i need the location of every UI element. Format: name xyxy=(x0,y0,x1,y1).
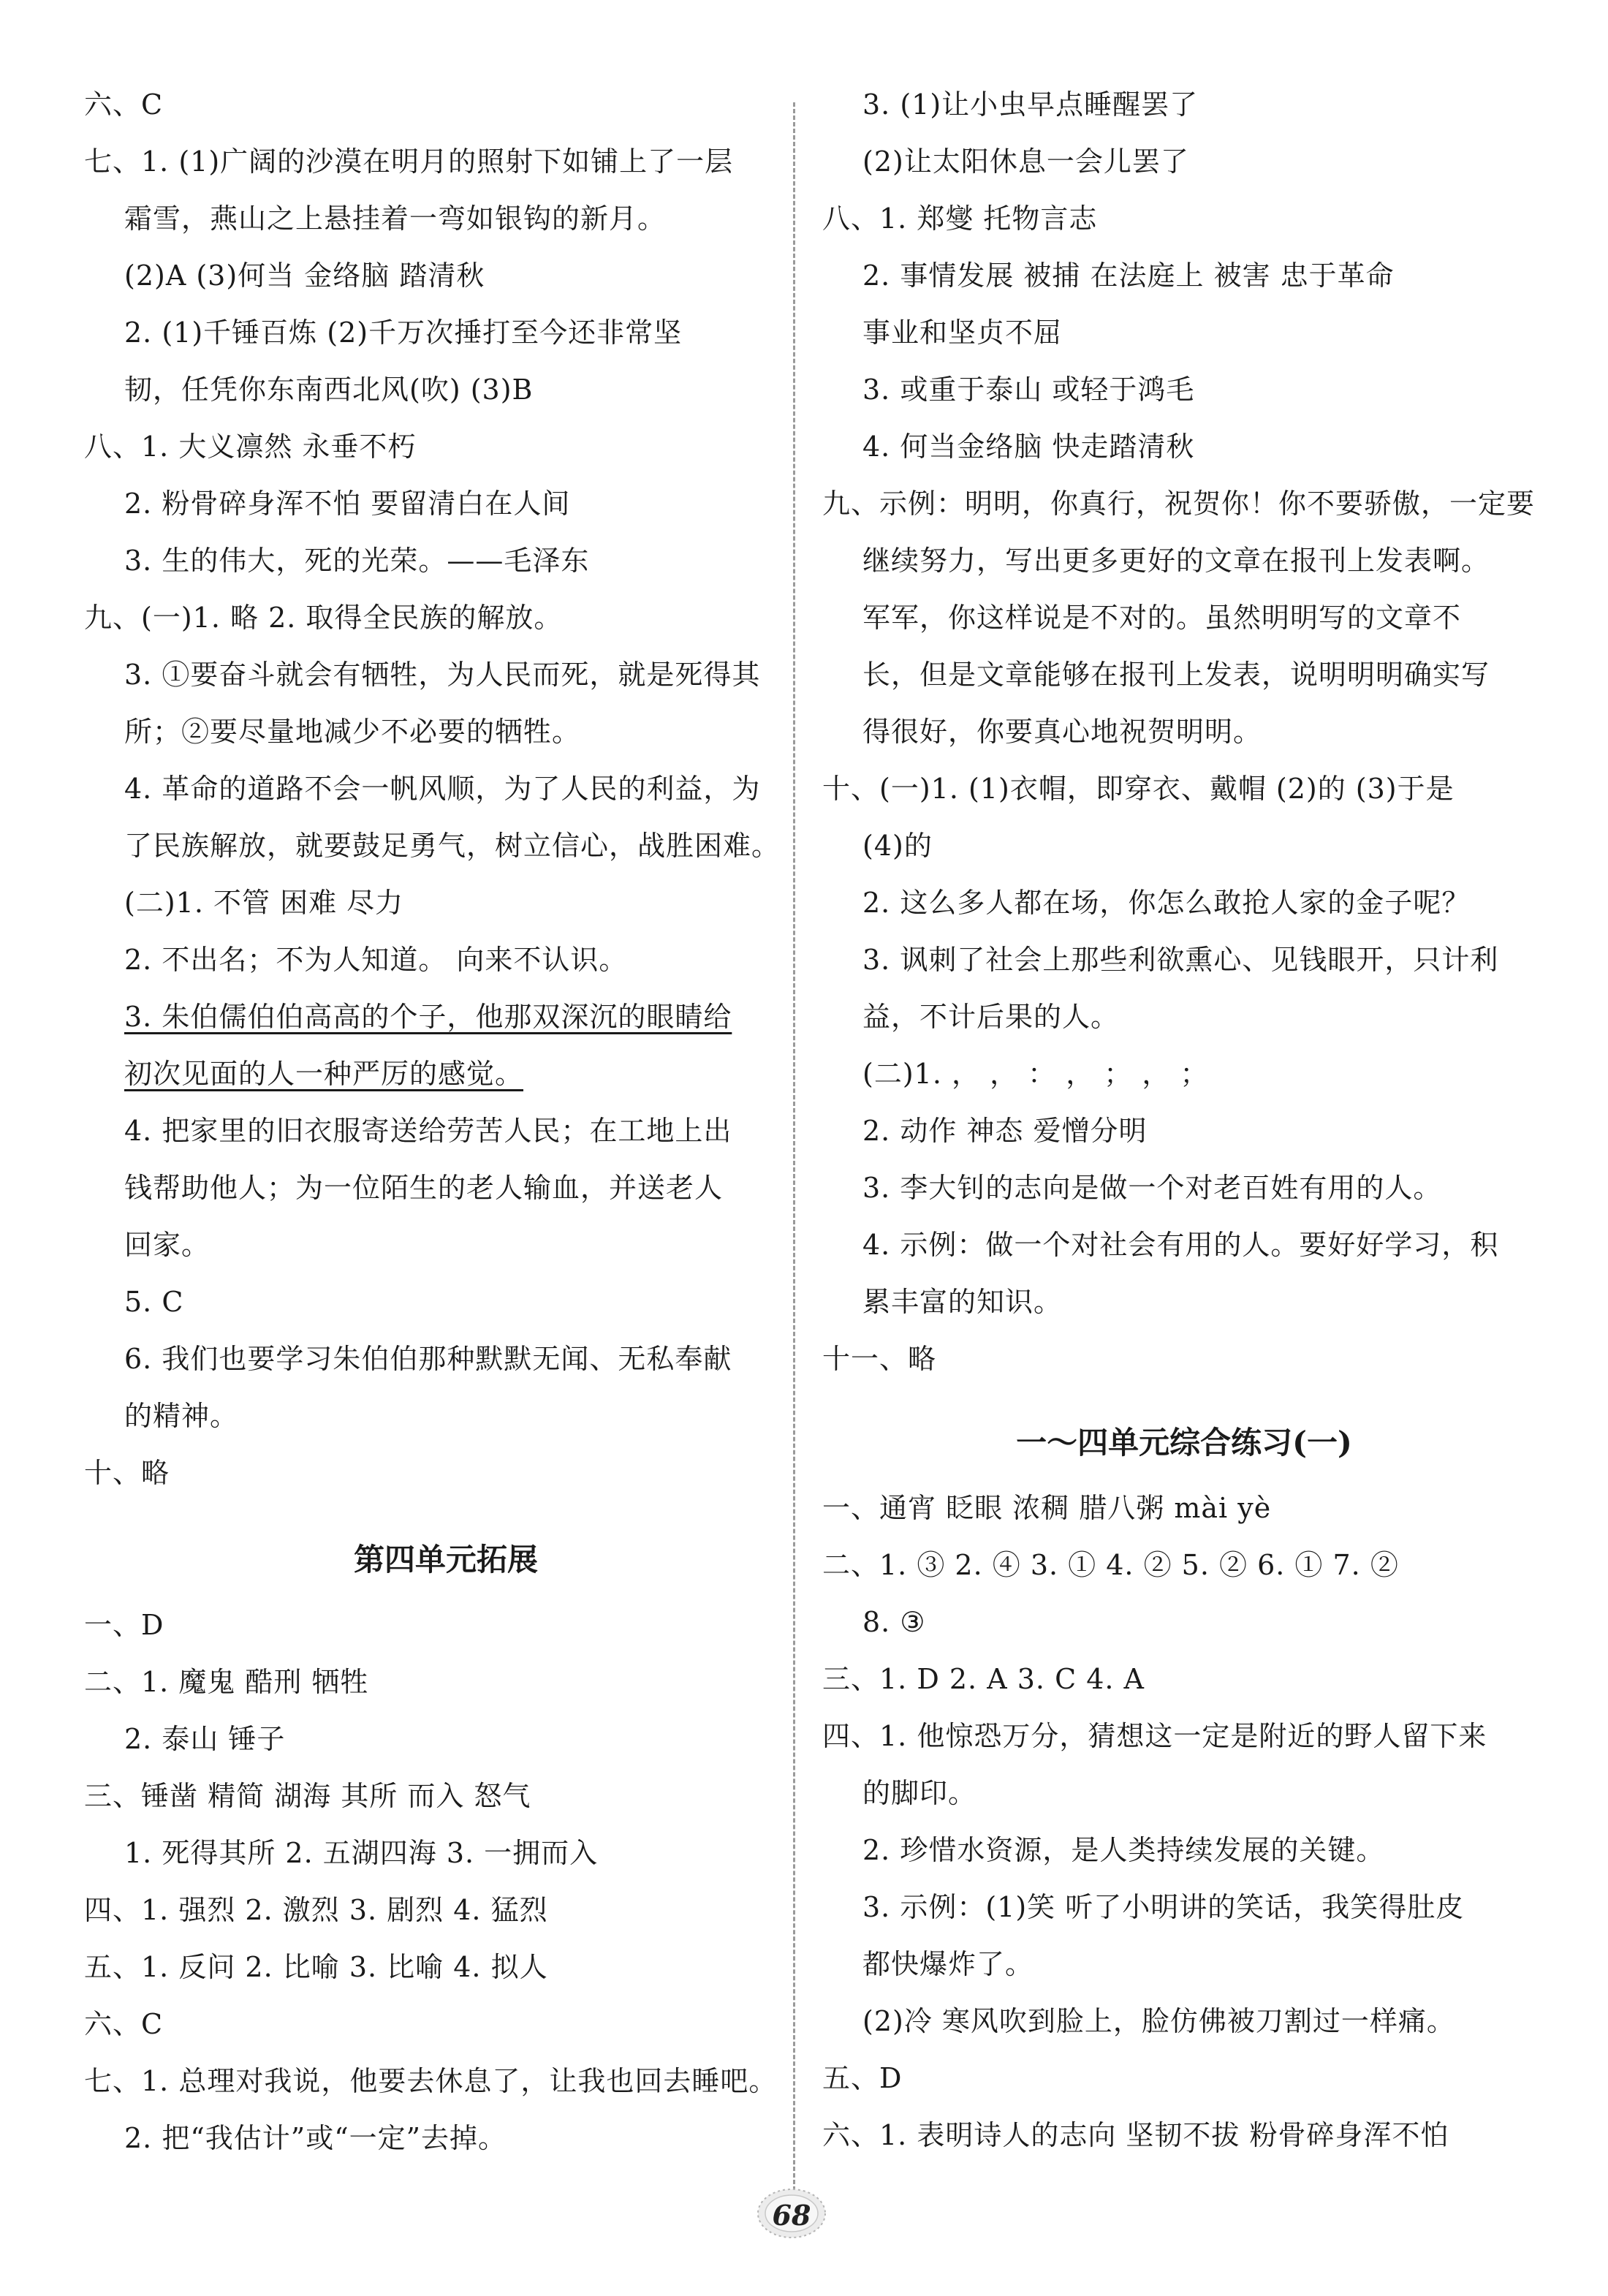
answer-line: 4. 把家里的旧衣服寄送给劳苦人民；在工地上出 xyxy=(124,1115,732,1147)
answer-line: 二、1. 魔鬼 酷刑 牺牲 xyxy=(84,1666,369,1698)
answer-line: 霜雪，燕山之上悬挂着一弯如银钩的新月。 xyxy=(124,202,667,235)
answer-line: 六、1. 表明诗人的志向 坚韧不拔 粉骨碎身浑不怕 xyxy=(822,2119,1449,2151)
answer-line: 8. ③ xyxy=(862,1606,926,1638)
answer-line: 2. 动作 神态 爱憎分明 xyxy=(862,1115,1148,1147)
answer-line: 五、1. 反问 2. 比喻 3. 比喻 4. 拟人 xyxy=(84,1951,548,1983)
answer-line: 了民族解放，就要鼓足勇气，树立信心，战胜困难。 xyxy=(124,830,781,862)
answer-line: (2)让太阳休息一会儿罢了 xyxy=(862,145,1189,178)
column-divider xyxy=(793,102,795,2237)
answer-line: 韧，任凭你东南西北风(吹) (3)B xyxy=(124,374,534,406)
answer-line: 军军，你这样说是不对的。虽然明明写的文章不 xyxy=(862,602,1462,634)
answer-line: 3. 示例：(1)笑 听了小明讲的笑话，我笑得肚皮 xyxy=(862,1891,1465,1923)
answer-line: 四、1. 强烈 2. 激烈 3. 剧烈 4. 猛烈 xyxy=(84,1894,548,1926)
answer-line: 都快爆炸了。 xyxy=(862,1948,1034,1980)
answer-line: (4)的 xyxy=(862,830,933,862)
answer-line: 得很好，你要真心地祝贺明明。 xyxy=(862,716,1262,748)
answer-line: (二)1. 不管 困难 尽力 xyxy=(124,887,404,919)
answer-line: 一、D xyxy=(84,1609,164,1641)
section-heading: 第四单元拓展 xyxy=(353,1542,538,1577)
answer-line: 八、1. 郑燮 托物言志 xyxy=(822,202,1098,235)
answer-line: 2. 把“我估计”或“一定”去掉。 xyxy=(124,2122,507,2154)
answer-line: (2)A (3)何当 金络脑 踏清秋 xyxy=(124,259,485,292)
page-number: 68 xyxy=(772,2199,811,2232)
answer-line: 4. 何当金络脑 快走踏清秋 xyxy=(862,431,1195,463)
answer-line: 初次见面的人一种严厉的感觉。 xyxy=(124,1058,524,1090)
answer-line: 4. 示例：做一个对社会有用的人。要好好学习，积 xyxy=(862,1229,1499,1261)
answer-line: 的脚印。 xyxy=(862,1777,977,1809)
answer-line: 3. 朱伯儒伯伯高高的个子，他那双深沉的眼睛给 xyxy=(124,1001,732,1033)
answer-line: 十一、略 xyxy=(822,1343,937,1375)
answer-line: 十、略 xyxy=(84,1457,170,1489)
answer-line: 3. 生的伟大，死的光荣。——毛泽东 xyxy=(124,545,590,577)
answer-line: 继续努力，写出更多更好的文章在报刊上发表啊。 xyxy=(862,545,1490,577)
answer-line: 六、C xyxy=(84,2008,164,2040)
answer-line: 4. 革命的道路不会一帆风顺，为了人民的利益，为 xyxy=(124,773,761,805)
answer-line: 长，但是文章能够在报刊上发表，说明明明确实写 xyxy=(862,659,1490,691)
answer-line: 回家。 xyxy=(124,1229,211,1261)
answer-line: 四、1. 他惊恐万分，猜想这一定是附近的野人留下来 xyxy=(822,1720,1487,1752)
answer-line: 六、C xyxy=(84,88,164,121)
answer-line: 三、1. D 2. A 3. C 4. A xyxy=(822,1663,1145,1695)
answer-line: 累丰富的知识。 xyxy=(862,1286,1063,1318)
answer-line: 5. C xyxy=(124,1286,184,1318)
answer-line: 2. 不出名；不为人知道。 向来不认识。 xyxy=(124,944,628,976)
answer-line: 事业和坚贞不屈 xyxy=(862,317,1063,349)
answer-line: 2. 这么多人都在场，你怎么敢抢人家的金子呢？ xyxy=(862,887,1471,919)
answer-line: 2. 粉骨碎身浑不怕 要留清白在人间 xyxy=(124,488,571,520)
answer-line: 五、D xyxy=(822,2062,903,2094)
answer-line: 十、(一)1. (1)衣帽，即穿衣、戴帽 (2)的 (3)于是 xyxy=(822,773,1455,805)
section-heading: 一～四单元综合练习(一) xyxy=(1016,1425,1352,1460)
answer-line: 九、(一)1. 略 2. 取得全民族的解放。 xyxy=(84,602,563,634)
answer-line: 2. (1)千锤百炼 (2)千万次捶打至今还非常坚 xyxy=(124,317,683,349)
answer-line: 6. 我们也要学习朱伯伯那种默默无闻、无私奉献 xyxy=(124,1343,732,1375)
answer-line: 一、通宵 眨眼 浓稠 腊八粥 mài yè xyxy=(822,1492,1272,1524)
answer-line: 九、示例：明明，你真行，祝贺你！你不要骄傲，一定要 xyxy=(822,488,1536,520)
answer-line: 3. (1)让小虫早点睡醒罢了 xyxy=(862,88,1199,121)
answer-line: 益，不计后果的人。 xyxy=(862,1001,1120,1033)
answer-line: 1. 死得其所 2. 五湖四海 3. 一拥而入 xyxy=(124,1837,599,1869)
answer-line: 3. 或重于泰山 或轻于鸿毛 xyxy=(862,374,1195,406)
answer-line: 八、1. 大义凛然 永垂不朽 xyxy=(84,431,417,463)
answer-line: 2. 泰山 锤子 xyxy=(124,1723,286,1755)
answer-line: (二)1. ， ， ： ， ； ， ； xyxy=(862,1058,1209,1090)
answer-line: 七、1. 总理对我说，他要去休息了，让我也回去睡吧。 xyxy=(84,2065,778,2097)
answer-line: 3. 讽刺了社会上那些利欲熏心、见钱眼开，只计利 xyxy=(862,944,1499,976)
answer-line: 3. ①要奋斗就会有牺牲，为人民而死，就是死得其 xyxy=(124,659,761,691)
answer-line: 2. 事情发展 被捕 在法庭上 被害 忠于革命 xyxy=(862,259,1395,292)
answer-line: 的精神。 xyxy=(124,1400,239,1432)
answer-line: 七、1. (1)广阔的沙漠在明月的照射下如铺上了一层 xyxy=(84,145,734,178)
answer-line: 2. 珍惜水资源，是人类持续发展的关键。 xyxy=(862,1834,1385,1866)
answer-line: 钱帮助他人；为一位陌生的老人输血，并送老人 xyxy=(124,1172,724,1204)
answer-line: 二、1. ③ 2. ④ 3. ① 4. ② 5. ② 6. ① 7. ② xyxy=(822,1549,1399,1581)
answer-line: (2)冷 寒风吹到脸上，脸仿佛被刀割过一样痛。 xyxy=(862,2005,1455,2037)
answer-line: 3. 李大钊的志向是做一个对老百姓有用的人。 xyxy=(862,1172,1442,1204)
answer-line: 三、锤凿 精简 湖海 其所 而入 怒气 xyxy=(84,1780,531,1812)
answer-line: 所；②要尽量地减少不必要的牺牲。 xyxy=(124,716,581,748)
